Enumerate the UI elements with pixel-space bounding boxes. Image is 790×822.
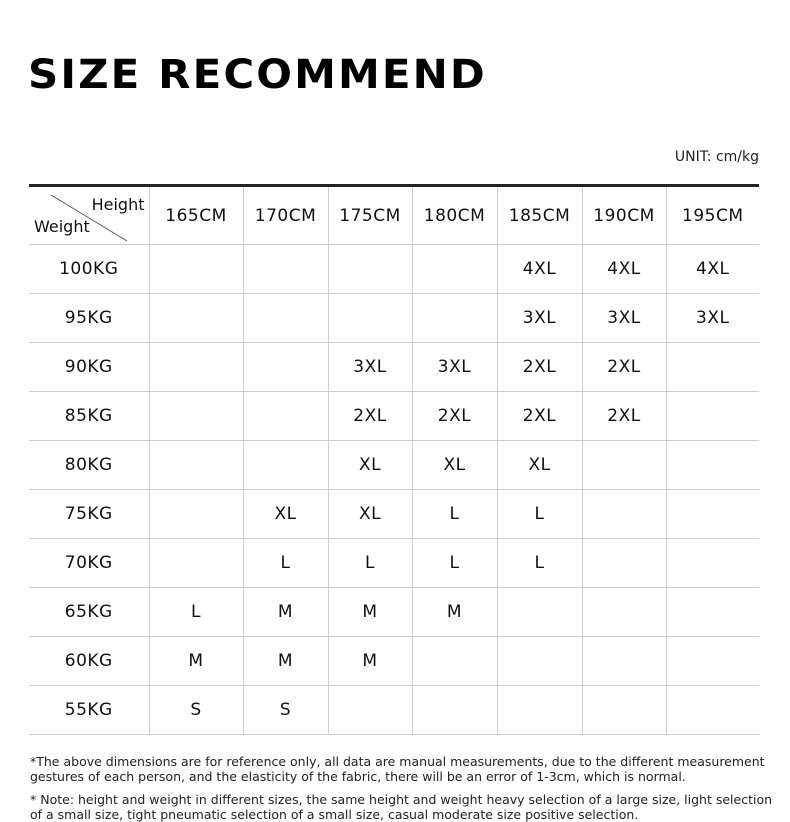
page-title: SIZE RECOMMEND [28, 52, 487, 98]
size-cell [582, 490, 666, 539]
table-row [29, 343, 759, 392]
size-cell: 4XL [582, 245, 666, 294]
sizing-note: * Note: height and weight in different sizes, the same height and weight heavy selection of a large size, light selection of a small size, tight pneumatic selection of a small size, casual moderate size positive selection. [30, 792, 773, 822]
size-cell [243, 294, 328, 343]
size-cell: XL [412, 441, 497, 490]
height-header-175: 175CM [328, 186, 412, 245]
corner-header-cell [29, 186, 149, 245]
size-cell: 3XL [412, 343, 497, 392]
size-cell: M [328, 637, 412, 686]
size-cell [412, 686, 497, 735]
height-header-165: 165CM [149, 186, 243, 245]
weight-cell: 60KG [29, 637, 149, 686]
size-cell [328, 686, 412, 735]
height-header-170: 170CM [243, 186, 328, 245]
table-row [29, 686, 759, 735]
size-cell: 3XL [582, 294, 666, 343]
size-chart-table [29, 184, 759, 735]
size-cell: 3XL [497, 294, 582, 343]
table-row [29, 637, 759, 686]
size-cell: XL [497, 441, 582, 490]
size-cell [412, 637, 497, 686]
size-cell [149, 490, 243, 539]
size-cell: 2XL [412, 392, 497, 441]
size-cell: S [243, 686, 328, 735]
height-header-185: 185CM [497, 186, 582, 245]
size-cell: XL [243, 490, 328, 539]
size-cell [582, 637, 666, 686]
weight-cell: 55KG [29, 686, 149, 735]
size-cell [497, 588, 582, 637]
height-header-190: 190CM [582, 186, 666, 245]
size-cell: S [149, 686, 243, 735]
size-cell [328, 294, 412, 343]
size-cell [243, 392, 328, 441]
size-cell [149, 539, 243, 588]
size-cell [666, 686, 759, 735]
size-cell: 2XL [582, 343, 666, 392]
table-row [29, 441, 759, 490]
size-cell: L [328, 539, 412, 588]
size-cell [666, 539, 759, 588]
size-cell: 2XL [582, 392, 666, 441]
size-cell [412, 294, 497, 343]
weight-cell: 100KG [29, 245, 149, 294]
weight-cell: 90KG [29, 343, 149, 392]
size-cell [666, 637, 759, 686]
size-cell: L [412, 539, 497, 588]
size-cell [149, 294, 243, 343]
weight-cell: 85KG [29, 392, 149, 441]
size-cell: L [497, 490, 582, 539]
size-cell [149, 392, 243, 441]
size-cell [582, 539, 666, 588]
size-cell [582, 441, 666, 490]
unit-label: UNIT: cm/kg [674, 149, 759, 165]
size-cell [666, 588, 759, 637]
size-cell: L [243, 539, 328, 588]
size-cell [666, 343, 759, 392]
table-row [29, 588, 759, 637]
size-cell [412, 245, 497, 294]
height-axis-label: Height [91, 195, 145, 214]
size-cell [582, 588, 666, 637]
table-row [29, 245, 759, 294]
header-row [29, 186, 759, 245]
size-cell [243, 441, 328, 490]
weight-cell: 80KG [29, 441, 149, 490]
size-cell: M [149, 637, 243, 686]
size-cell [243, 343, 328, 392]
size-cell [149, 441, 243, 490]
weight-cell: 95KG [29, 294, 149, 343]
size-cell [666, 392, 759, 441]
table-row [29, 490, 759, 539]
size-cell: 2XL [497, 343, 582, 392]
size-cell: 3XL [328, 343, 412, 392]
size-cell: XL [328, 490, 412, 539]
size-cell: 2XL [328, 392, 412, 441]
height-header-180: 180CM [412, 186, 497, 245]
size-cell: 4XL [497, 245, 582, 294]
size-cell [149, 343, 243, 392]
height-header-195: 195CM [666, 186, 759, 245]
table-row [29, 294, 759, 343]
size-cell: L [149, 588, 243, 637]
size-cell: L [412, 490, 497, 539]
size-cell [497, 686, 582, 735]
size-cell: M [243, 588, 328, 637]
size-cell: 2XL [497, 392, 582, 441]
weight-axis-label: Weight [34, 217, 90, 236]
size-cell: M [243, 637, 328, 686]
size-cell [328, 245, 412, 294]
size-cell: 3XL [666, 294, 759, 343]
size-cell: M [412, 588, 497, 637]
size-cell: L [497, 539, 582, 588]
measurement-disclaimer: *The above dimensions are for reference only, all data are manual measurements, due to the different measurement gestures of each person, and the elasticity of the fabric, there will be an error of 1-3cm, which is normal. [30, 754, 765, 784]
size-cell: M [328, 588, 412, 637]
size-cell [582, 686, 666, 735]
weight-cell: 70KG [29, 539, 149, 588]
size-cell [243, 245, 328, 294]
size-cell: 4XL [666, 245, 759, 294]
weight-cell: 75KG [29, 490, 149, 539]
table-row [29, 392, 759, 441]
size-cell: XL [328, 441, 412, 490]
size-cell [149, 245, 243, 294]
size-cell [666, 490, 759, 539]
table-row [29, 539, 759, 588]
weight-cell: 65KG [29, 588, 149, 637]
size-cell [497, 637, 582, 686]
size-cell [666, 441, 759, 490]
